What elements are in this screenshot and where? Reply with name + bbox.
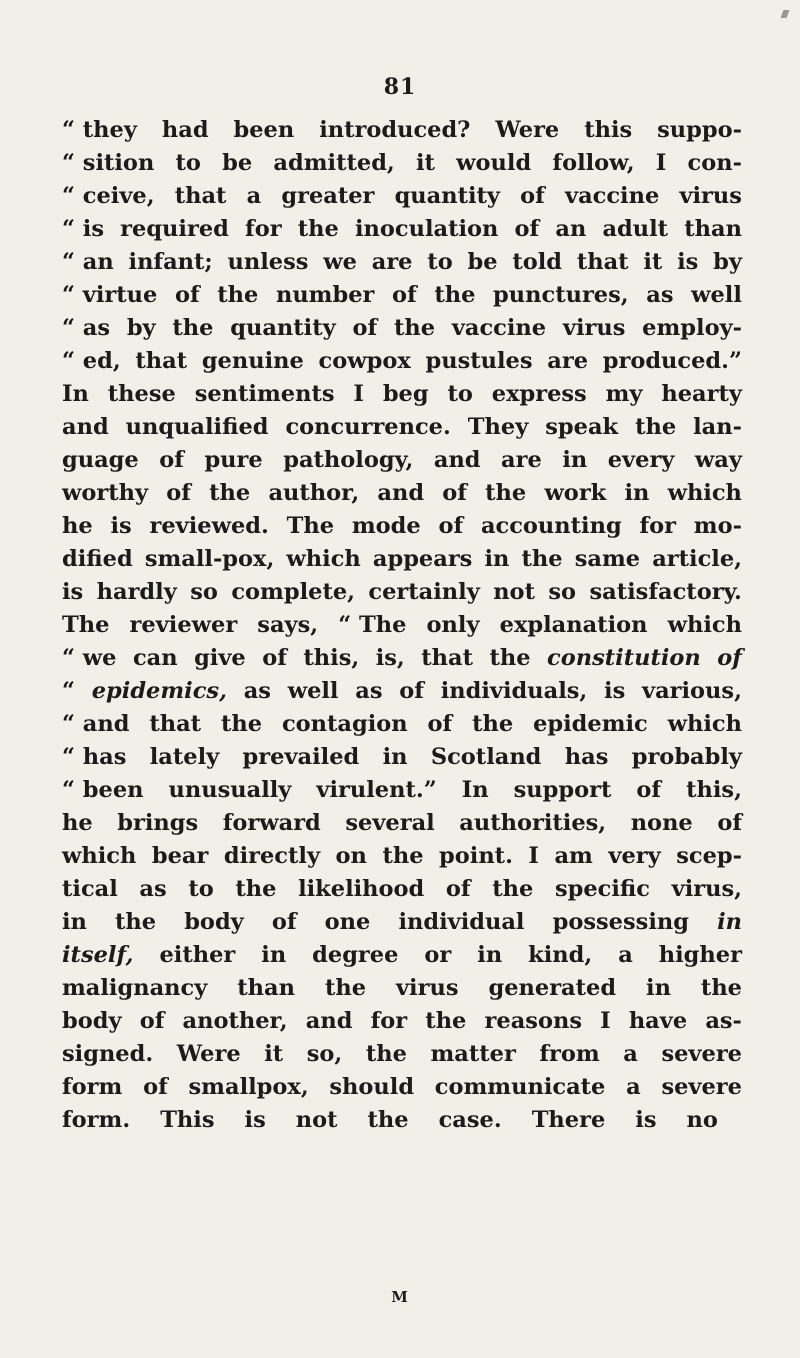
word: are — [501, 447, 542, 473]
word: this — [584, 117, 633, 143]
word: several — [345, 810, 435, 836]
word: individual — [398, 909, 525, 935]
word: Were — [176, 1041, 241, 1067]
word: produced.” — [602, 348, 742, 374]
word: this, — [686, 777, 742, 803]
word: quantity — [230, 315, 336, 341]
word: specific — [554, 876, 650, 902]
word: the — [472, 711, 514, 737]
text-line — [62, 312, 742, 345]
word: very — [608, 843, 661, 869]
word: none — [630, 810, 693, 836]
word: form — [62, 1074, 123, 1100]
word: reviewer — [129, 612, 238, 638]
word: cowpox — [318, 348, 411, 374]
word: Were — [495, 117, 560, 143]
word: “ ceive, — [62, 183, 155, 209]
word: epidemic — [533, 711, 648, 737]
word: certainly — [368, 579, 480, 605]
text-line — [62, 345, 742, 378]
word: of — [399, 678, 424, 704]
word: point. — [439, 843, 513, 869]
word: generated — [488, 975, 617, 1001]
word: small-pox, — [144, 546, 275, 572]
word: in — [477, 942, 503, 968]
word: I — [353, 381, 364, 407]
word: well — [691, 282, 742, 308]
word: “ — [62, 678, 75, 704]
text-line — [62, 840, 742, 873]
word: complete, — [231, 579, 355, 605]
word: am — [554, 843, 593, 869]
word: are — [547, 348, 589, 374]
scan-mark — [781, 10, 790, 18]
word: virus — [679, 183, 742, 209]
word: various, — [642, 678, 742, 704]
word: the — [393, 315, 436, 341]
word: hardly — [96, 579, 177, 605]
word: way — [694, 447, 742, 473]
word: This — [160, 1107, 215, 1133]
word: the — [217, 282, 259, 308]
word: these — [107, 381, 176, 407]
word: he — [62, 513, 93, 539]
word: it — [643, 249, 663, 275]
word: and — [305, 1008, 353, 1034]
word: the — [297, 216, 339, 242]
text-line — [62, 675, 742, 708]
word: the — [235, 876, 277, 902]
word: “ ed, — [62, 348, 121, 374]
word: bear — [151, 843, 209, 869]
word: every — [607, 447, 675, 473]
text-line — [62, 444, 742, 477]
word: so — [190, 579, 218, 605]
word: of — [159, 447, 184, 473]
word: I — [600, 1008, 611, 1034]
word: an — [555, 216, 587, 242]
word: kind, — [528, 942, 593, 968]
word: The — [62, 612, 110, 638]
word: of — [271, 909, 297, 935]
word: “ virtue — [62, 282, 158, 308]
text-line — [62, 147, 742, 180]
word: virulent.” — [316, 777, 437, 803]
word: concurrence. — [285, 414, 451, 440]
word: prevailed — [242, 744, 360, 770]
word: the — [365, 1041, 407, 1067]
word: directly — [223, 843, 321, 869]
text-line — [62, 873, 742, 906]
text-line — [62, 246, 742, 279]
word: can — [132, 645, 178, 671]
word: than — [684, 216, 742, 242]
word: and — [62, 414, 109, 440]
signature-mark: M — [391, 1288, 409, 1306]
word: reasons — [484, 1008, 582, 1034]
word: as — [646, 282, 674, 308]
word: or — [424, 942, 452, 968]
word: of — [442, 480, 467, 506]
text-line — [62, 1104, 742, 1137]
word: the — [382, 843, 424, 869]
word: I — [528, 843, 539, 869]
word: lan- — [693, 414, 742, 440]
word: of — [445, 876, 471, 902]
word: “ they — [62, 117, 137, 143]
word: no — [686, 1107, 718, 1133]
word: to — [447, 381, 473, 407]
word: this, — [303, 645, 360, 671]
word: it — [264, 1041, 284, 1067]
word: in — [624, 480, 650, 506]
word: severe — [661, 1074, 742, 1100]
word: should — [329, 1074, 415, 1100]
word: appears — [372, 546, 473, 572]
word: to — [175, 150, 201, 176]
word: hearty — [661, 381, 742, 407]
word: is, — [375, 645, 405, 671]
word: “ has — [62, 744, 127, 770]
word: give — [194, 645, 246, 671]
word: the — [635, 414, 677, 440]
word: probably — [631, 744, 742, 770]
word: are — [371, 249, 413, 275]
word: is — [110, 513, 132, 539]
word: body — [184, 909, 244, 935]
word: speak — [545, 414, 619, 440]
word: likelihood — [298, 876, 425, 902]
word: authorities, — [459, 810, 607, 836]
italic-word: itself, — [62, 942, 134, 968]
word: a — [626, 1074, 641, 1100]
word: told — [512, 249, 563, 275]
word: the — [425, 1008, 467, 1034]
word: form. — [62, 1107, 131, 1133]
word: the — [324, 975, 367, 1001]
word: the — [367, 1107, 409, 1133]
word: has — [564, 744, 609, 770]
word: he — [62, 810, 93, 836]
text-line — [62, 1038, 742, 1071]
word: number — [275, 282, 375, 308]
word: is — [677, 249, 699, 275]
word: either — [159, 942, 236, 968]
text-line — [62, 411, 742, 444]
word: greater — [281, 183, 375, 209]
word: malignancy — [62, 975, 208, 1001]
word: of — [520, 183, 545, 209]
word: employ- — [642, 315, 742, 341]
word: I — [655, 150, 667, 176]
word: signed. — [62, 1041, 154, 1067]
word: “ an — [62, 249, 114, 275]
word: which — [286, 546, 361, 572]
word: of — [174, 282, 200, 308]
word: well — [287, 678, 339, 704]
word: higher — [658, 942, 742, 968]
text-line — [62, 642, 742, 675]
italic-word: of — [717, 645, 742, 671]
word: we — [323, 249, 357, 275]
word: Scotland — [430, 744, 542, 770]
word: that — [135, 348, 188, 374]
word: have — [628, 1008, 688, 1034]
word: introduced? — [319, 117, 471, 143]
word: The — [286, 513, 335, 539]
word: so — [548, 579, 577, 605]
word: mo- — [693, 513, 742, 539]
word: case. — [438, 1107, 502, 1133]
word: They — [467, 414, 529, 440]
word: in — [261, 942, 287, 968]
text-line — [62, 1071, 742, 1104]
word: author, — [268, 480, 360, 506]
word: the — [521, 546, 563, 572]
word: beg — [382, 381, 429, 407]
word: in — [562, 447, 588, 473]
word: that — [576, 249, 629, 275]
text-line — [62, 477, 742, 510]
word: not — [493, 579, 535, 605]
text-line — [62, 180, 742, 213]
word: virus — [395, 975, 459, 1001]
word: the — [172, 315, 214, 341]
word: virus, — [671, 876, 742, 902]
word: “ and — [62, 711, 130, 737]
text-line — [62, 279, 742, 312]
word: in — [484, 546, 510, 572]
word: of — [636, 777, 662, 803]
word: explanation — [499, 612, 648, 638]
word: the — [485, 480, 527, 506]
word: virus — [562, 315, 626, 341]
word: been — [233, 117, 295, 143]
word: that — [149, 711, 202, 737]
text-line — [62, 972, 742, 1005]
page-number: 81 — [383, 74, 417, 100]
word: the — [115, 909, 157, 935]
word: inoculation — [354, 216, 499, 242]
word: forward — [222, 810, 321, 836]
word: pathology, — [283, 447, 414, 473]
word: of — [392, 282, 417, 308]
word: required — [120, 216, 229, 242]
italic-word: in — [717, 909, 742, 935]
word: “ is — [62, 216, 104, 242]
word: it — [415, 150, 435, 176]
word: In — [461, 777, 489, 803]
text-line — [62, 114, 742, 147]
word: be — [222, 150, 253, 176]
word: quantity — [394, 183, 500, 209]
word: genuine — [201, 348, 304, 374]
word: in — [62, 909, 87, 935]
word: for — [245, 216, 282, 242]
word: of — [262, 645, 287, 671]
word: the — [700, 975, 742, 1001]
word: to — [188, 876, 214, 902]
text-line — [62, 543, 742, 576]
word: as — [243, 678, 271, 704]
word: of — [143, 1074, 168, 1100]
word: of — [514, 216, 540, 242]
body-text — [62, 114, 742, 1137]
word: article, — [652, 546, 742, 572]
word: of — [717, 810, 742, 836]
word: says, — [257, 612, 319, 638]
word: same — [574, 546, 641, 572]
word: support — [513, 777, 612, 803]
italic-word: constitution — [547, 645, 701, 671]
word: vaccine — [565, 183, 660, 209]
word: mode — [351, 513, 421, 539]
text-line — [62, 708, 742, 741]
word: the — [209, 480, 251, 506]
word: “ as — [62, 315, 111, 341]
word: as — [139, 876, 167, 902]
word: suppo- — [657, 117, 742, 143]
word: “ sition — [62, 150, 155, 176]
word: by — [126, 315, 156, 341]
word: adult — [602, 216, 669, 242]
word: con- — [687, 150, 742, 176]
word: vaccine — [451, 315, 547, 341]
text-line — [62, 1005, 742, 1038]
word: unless — [227, 249, 309, 275]
word: “ we — [62, 645, 117, 671]
text-line — [62, 741, 742, 774]
text-line — [62, 213, 742, 246]
word: as- — [705, 1008, 742, 1034]
word: worthy — [62, 480, 149, 506]
word: sentiments — [194, 381, 335, 407]
text-line — [62, 609, 742, 642]
text-line — [62, 378, 742, 411]
word: degree — [312, 942, 399, 968]
word: the — [492, 876, 534, 902]
word: my — [605, 381, 643, 407]
word: another, — [182, 1008, 288, 1034]
word: that — [421, 645, 473, 671]
word: lately — [149, 744, 220, 770]
word: unusually — [168, 777, 292, 803]
text-line — [62, 510, 742, 543]
word: from — [539, 1041, 600, 1067]
word: in — [382, 744, 408, 770]
word: scep- — [676, 843, 742, 869]
word: of — [139, 1008, 165, 1034]
text-line — [62, 939, 742, 972]
word: as — [355, 678, 383, 704]
word: accounting — [480, 513, 622, 539]
word: reviewed. — [149, 513, 269, 539]
word: pustules — [425, 348, 533, 374]
word: a — [246, 183, 262, 209]
text-line — [62, 774, 742, 807]
word: and — [433, 447, 481, 473]
word: dified — [62, 546, 133, 572]
word: of — [352, 315, 378, 341]
word: smallpox, — [188, 1074, 309, 1100]
word: for — [370, 1008, 408, 1034]
word: guage — [62, 447, 139, 473]
italic-word: epidemics, — [91, 678, 227, 704]
word: which — [667, 612, 742, 638]
word: unqualified — [125, 414, 269, 440]
word: express — [491, 381, 587, 407]
word: “ The — [338, 612, 407, 638]
word: that — [174, 183, 227, 209]
word: only — [426, 612, 480, 638]
word: body — [62, 1008, 122, 1034]
word: of — [438, 513, 464, 539]
word: one — [324, 909, 371, 935]
word: in — [646, 975, 671, 1001]
word: “ been — [62, 777, 144, 803]
word: communicate — [434, 1074, 606, 1100]
word: the — [434, 282, 476, 308]
word: follow, — [552, 150, 635, 176]
word: to — [427, 249, 453, 275]
word: satisfactory. — [589, 579, 742, 605]
word: than — [237, 975, 295, 1001]
text-line — [62, 576, 742, 609]
word: the — [220, 711, 263, 737]
word: is — [635, 1107, 657, 1133]
word: infant; — [128, 249, 213, 275]
word: a — [618, 942, 633, 968]
text-line — [62, 906, 742, 939]
word: the — [489, 645, 531, 671]
word: severe — [661, 1041, 742, 1067]
word: tical — [62, 876, 118, 902]
word: punctures, — [493, 282, 629, 308]
word: for — [639, 513, 677, 539]
word: In — [62, 381, 89, 407]
word: so, — [306, 1041, 343, 1067]
word: brings — [117, 810, 199, 836]
word: on — [335, 843, 367, 869]
word: pure — [204, 447, 263, 473]
text-line — [62, 807, 742, 840]
word: be — [467, 249, 498, 275]
word: is — [604, 678, 626, 704]
word: which — [62, 843, 137, 869]
word: There — [531, 1107, 606, 1133]
word: by — [713, 249, 742, 275]
word: matter — [430, 1041, 516, 1067]
word: individuals, — [440, 678, 588, 704]
word: contagion — [281, 711, 408, 737]
word: of — [427, 711, 453, 737]
word: which — [667, 711, 742, 737]
word: of — [166, 480, 191, 506]
word: work — [544, 480, 607, 506]
word: had — [161, 117, 209, 143]
word: possessing — [552, 909, 689, 935]
word: admitted, — [273, 150, 395, 176]
word: is — [244, 1107, 266, 1133]
word: is — [62, 579, 84, 605]
word: would — [456, 150, 532, 176]
word: not — [295, 1107, 338, 1133]
word: a — [623, 1041, 638, 1067]
word: which — [667, 480, 742, 506]
word: and — [377, 480, 425, 506]
